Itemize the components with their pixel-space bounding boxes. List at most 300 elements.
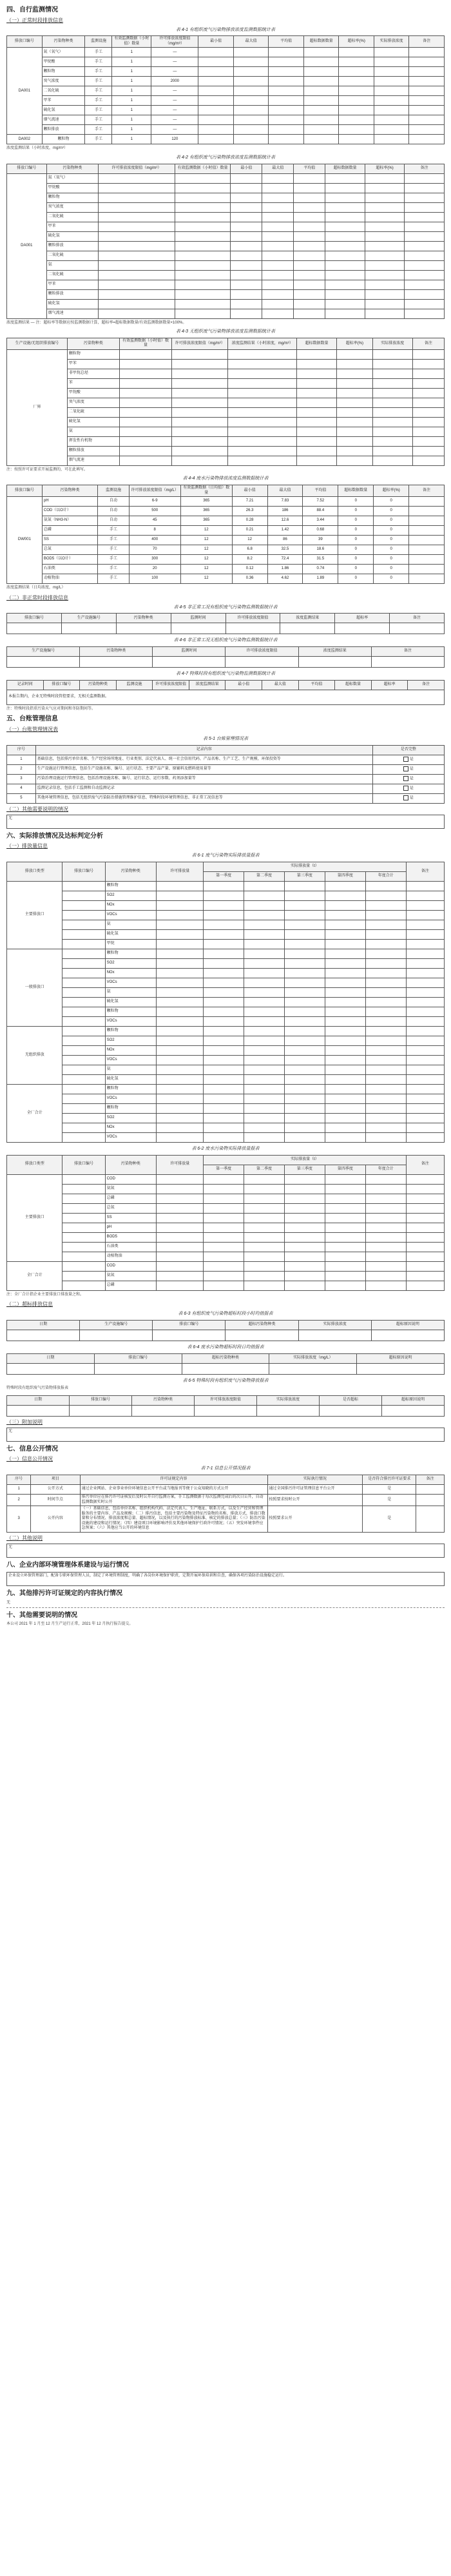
table-cell: 0 (338, 497, 374, 507)
table-cell (416, 1485, 445, 1495)
table-cell (297, 407, 337, 417)
table-cell (406, 1213, 444, 1223)
table-row (7, 545, 445, 555)
table-row (7, 793, 445, 803)
table-cell (325, 1094, 365, 1103)
table-cell (116, 623, 171, 634)
table-cell (365, 212, 405, 222)
table-cell: DW001 (7, 497, 43, 584)
table-cell (157, 1026, 204, 1036)
table-cell: 手工 (98, 526, 130, 536)
table-cell: 氨氮 (105, 1271, 157, 1281)
table-cell (284, 1194, 325, 1203)
table-cell (339, 106, 374, 115)
table-cell (365, 1271, 406, 1281)
table-cell (172, 407, 228, 417)
table-cell (284, 1174, 325, 1184)
table-cell: 手工 (85, 106, 112, 115)
table-cell (365, 1074, 406, 1084)
table-cell: 手工 (98, 555, 130, 565)
th: 平均值 (303, 485, 338, 497)
table-cell (262, 241, 294, 251)
table-cell (228, 398, 297, 407)
table-cell (409, 125, 445, 135)
table-cell: 硫化氢 (105, 997, 157, 1007)
table-cell (99, 260, 175, 270)
th: 污染物种类 (46, 164, 99, 173)
table-cell (371, 1330, 444, 1341)
th: 日期 (7, 1320, 80, 1330)
table-cell (372, 793, 444, 803)
table-cell (325, 309, 365, 318)
table-cell: 厂界 (7, 349, 68, 465)
table-row (7, 1485, 445, 1495)
table-cell (157, 1242, 204, 1252)
table-row (7, 1506, 445, 1533)
table-cell (231, 299, 262, 309)
th: 项目 (31, 1475, 80, 1485)
table-cell (198, 86, 234, 96)
table-cell: 动植物油 (105, 1252, 157, 1261)
table-cell (244, 1094, 285, 1103)
table-cell (372, 784, 444, 793)
table-6-1 (6, 862, 445, 1143)
table-cell: 氨 (67, 427, 119, 436)
table-cell (204, 1016, 244, 1026)
table-cell (325, 1007, 365, 1016)
table-cell (294, 309, 325, 318)
table-cell (175, 280, 231, 289)
table-cell (157, 891, 204, 900)
table-cell (303, 57, 339, 67)
table-cell (244, 949, 285, 958)
table-cell (228, 388, 297, 398)
table-cell (325, 920, 365, 929)
table-cell: COD (105, 1174, 157, 1184)
table-cell (365, 1252, 406, 1261)
table-cell (409, 67, 445, 77)
table-cell: 0 (338, 555, 374, 565)
table-cell: 6-9 (129, 497, 180, 507)
table-cell (365, 1232, 406, 1242)
table-cell (228, 359, 297, 369)
table-cell (99, 270, 175, 280)
table-cell: 0 (338, 545, 374, 555)
table-cell (175, 260, 231, 270)
table-cell (284, 1036, 325, 1045)
table-row (7, 1113, 445, 1123)
table-cell: — (151, 106, 198, 115)
section-10-title: 十、其他需要说明的情况 (6, 1611, 77, 1619)
th: 第三季度 (284, 871, 325, 881)
table-cell (284, 1113, 325, 1123)
table-cell (294, 202, 325, 212)
table-cell (204, 1036, 244, 1045)
table-cell (157, 1203, 204, 1213)
section-6-title: 六、实际排放情况及达标判定分析 (6, 832, 103, 840)
table-cell (372, 407, 412, 417)
table-cell (325, 280, 365, 289)
table-cell: 0.68 (303, 526, 338, 536)
table-cell: 120 (151, 135, 198, 144)
table-cell (157, 1123, 204, 1132)
table-cell (325, 1281, 365, 1290)
table-cell (244, 1194, 285, 1203)
table-cell (325, 1252, 365, 1261)
table-cell (244, 891, 285, 900)
table-row (7, 1094, 445, 1103)
table-cell (409, 86, 445, 96)
table-6-4-caption: 表 6-4 废水污染物超标时段日均值报表 (187, 1344, 264, 1350)
table-cell (294, 280, 325, 289)
table-cell (157, 881, 204, 891)
table-cell (198, 77, 234, 86)
table-cell (325, 289, 365, 299)
table-cell: NOx (105, 900, 157, 910)
table-cell (405, 289, 445, 299)
th: 排放口类型 (7, 1155, 62, 1174)
table-cell: 4.62 (267, 574, 303, 584)
table-cell (325, 231, 365, 241)
table-row (7, 241, 445, 251)
table-cell (62, 958, 105, 968)
table-cell (412, 359, 444, 369)
table-cell (62, 1113, 105, 1123)
table-cell (198, 67, 234, 77)
table-cell (157, 997, 204, 1007)
table-cell: 45 (129, 516, 180, 526)
table-row (7, 1026, 445, 1036)
table-row (7, 929, 445, 939)
table-cell (284, 1045, 325, 1055)
checkbox-icon (403, 766, 408, 771)
table-cell (284, 1084, 325, 1094)
table-cell: 1 (112, 125, 151, 135)
table-cell (182, 1363, 269, 1374)
table-cell (337, 407, 373, 417)
table-cell: 12.6 (267, 516, 303, 526)
table-cell (409, 555, 445, 565)
table-cell: DA002 (7, 135, 43, 144)
table-cell: 32.5 (267, 545, 303, 555)
table-cell (231, 270, 262, 280)
th: 监测时间 (171, 614, 225, 623)
table-cell: 手工 (85, 135, 112, 144)
table-cell (157, 1281, 204, 1290)
table-cell (62, 1184, 105, 1194)
table-cell (284, 1223, 325, 1232)
table-cell (157, 1232, 204, 1242)
th: 污染物种类 (80, 647, 153, 657)
table-cell: VOCs (105, 978, 157, 987)
table-cell (294, 299, 325, 309)
table-cell (325, 212, 365, 222)
th: 污染物种类 (105, 1155, 157, 1174)
table-4-4-extra: 浓度监测结果（日均浓度，mg/L） (6, 586, 66, 590)
table-cell (325, 1026, 365, 1036)
table-cell (365, 1223, 406, 1232)
table-cell (62, 1132, 105, 1142)
table-row (7, 1007, 445, 1016)
table-cell (7, 623, 62, 634)
table-cell (297, 446, 337, 456)
table-4-3-caption: 表 4-3 无组织废气污染物排放浓度监测数据统计表 (175, 329, 275, 334)
table-cell: 苯 (67, 378, 119, 388)
table-cell (284, 1232, 325, 1242)
table-cell (157, 987, 204, 997)
table-cell (204, 1055, 244, 1065)
th: 年度合计 (365, 871, 406, 881)
th: 最小值 (198, 36, 234, 48)
section-4-sub1: （一）正常时段排放信息 (6, 17, 63, 23)
table-cell (119, 427, 171, 436)
th: 污染物种类 (42, 485, 97, 497)
table-cell: 颗粒排放 (46, 289, 99, 299)
th: 超标原因说明 (357, 1353, 445, 1363)
table-cell (365, 231, 405, 241)
table-cell: 12 (180, 574, 232, 584)
table-cell: DA001 (7, 173, 47, 318)
table-cell (325, 881, 365, 891)
table-cell (284, 987, 325, 997)
table-cell (119, 436, 171, 446)
th: 超标率(%) (365, 164, 405, 173)
table-cell (119, 446, 171, 456)
table-cell: 12 (180, 555, 232, 565)
th: 序号 (7, 745, 36, 755)
table-cell: 0 (338, 526, 374, 536)
table-cell: 颗粒物 (67, 349, 119, 359)
table-cell (325, 958, 365, 968)
table-cell (409, 48, 445, 57)
table-cell (406, 891, 444, 900)
table-cell (325, 260, 365, 270)
table-cell (409, 135, 445, 144)
section-6-sub3: （三）附加说明 (6, 1419, 43, 1425)
table-cell: 颗粒物 (42, 67, 85, 77)
table-cell: 12 (180, 545, 232, 555)
table-cell (157, 958, 204, 968)
table-cell (204, 1184, 244, 1194)
table-cell (157, 1194, 204, 1203)
table-cell (284, 891, 325, 900)
table-cell (244, 1007, 285, 1016)
table-cell (405, 251, 445, 260)
table-cell: 31.5 (303, 555, 338, 565)
table-cell: 通过企业网站、企业事业单位环境信息公开平台或当地报刊等便于公众知晓的方式公开 (80, 1485, 267, 1495)
table-cell (325, 1045, 365, 1055)
table-cell (172, 388, 228, 398)
table-cell (262, 231, 294, 241)
table-cell (204, 1065, 244, 1074)
table-cell (284, 997, 325, 1007)
table-cell (204, 968, 244, 978)
table-cell: 甲烷酸 (42, 57, 85, 67)
table-cell (231, 251, 262, 260)
th: 超标率(%) (374, 485, 409, 497)
table-cell (228, 446, 297, 456)
table-cell: 7.21 (232, 497, 267, 507)
table-cell (405, 173, 445, 183)
table-cell (119, 407, 171, 417)
table-cell (228, 456, 297, 465)
th: 浓度监测结果（小时浓度，mg/m³） (228, 338, 297, 349)
table-cell (99, 289, 175, 299)
th: 第二季度 (244, 1165, 285, 1174)
table-cell: 公开方式 (31, 1485, 80, 1495)
table-cell (262, 251, 294, 260)
th: 第二季度 (244, 871, 285, 881)
table-cell (405, 231, 445, 241)
table-cell (303, 77, 339, 86)
table-cell (62, 1281, 105, 1290)
table-cell: COD（以O计） (42, 507, 97, 516)
table-cell (244, 1045, 285, 1055)
table-cell: 总磷 (105, 1281, 157, 1290)
th: 实际排放量（t） (204, 862, 407, 871)
table-cell (365, 270, 405, 280)
table-cell (175, 309, 231, 318)
table-cell (337, 378, 373, 388)
table-cell (416, 1495, 445, 1506)
table-cell (262, 222, 294, 231)
table-cell: 其他环境管理信息，包括无组织废气污染防治措施管理维护信息、特殊时段环境管理信息、非正常工况信息等 (35, 793, 372, 803)
th: 排放口编号 (43, 680, 80, 690)
table-cell (62, 1016, 105, 1026)
table-cell (172, 417, 228, 427)
table-row (7, 427, 445, 436)
th: 生产设施编号 (7, 647, 80, 657)
table-cell: 365 (180, 507, 232, 516)
th: 污染物种类 (67, 338, 119, 349)
th: 许可排放浓度限值 (153, 680, 189, 690)
th: 备注 (416, 1475, 445, 1485)
table-row (7, 784, 445, 793)
th: 排放口编号 (7, 164, 47, 173)
table-row (7, 1174, 445, 1184)
section-7-box: 无 (6, 1544, 445, 1558)
table-cell (412, 378, 444, 388)
table-cell (204, 949, 244, 958)
table-cell (157, 920, 204, 929)
th: 超标原因说明 (371, 1320, 444, 1330)
table-6-3 (6, 1320, 445, 1341)
table-row (7, 536, 445, 545)
table-row (7, 1252, 445, 1261)
table-row (7, 881, 445, 891)
table-cell: 1 (112, 67, 151, 77)
table-row (7, 115, 445, 125)
table-cell (325, 1036, 365, 1045)
table-cell (294, 289, 325, 299)
table-cell: 无组织排放 (7, 1026, 62, 1084)
table-cell (284, 1271, 325, 1281)
table-6-2-body (7, 1174, 445, 1290)
table-cell (231, 193, 262, 202)
table-cell (157, 1084, 204, 1094)
table-row (7, 1055, 445, 1065)
th: 许可排放浓度限值（mg/m³） (151, 36, 198, 48)
table-cell (204, 881, 244, 891)
table-cell: 时间节点 (31, 1495, 80, 1506)
checkbox-icon (403, 757, 408, 762)
table-cell (337, 359, 373, 369)
table-cell (284, 1016, 325, 1026)
table-4-2-note: 浓度监测结果 — 注：超标率等数据应按监测数据计算，超标率=超标数据数量/有效监测数据数量×100%。 (6, 320, 187, 325)
table-row (7, 1123, 445, 1132)
table-cell (372, 417, 412, 427)
th: 排放口编号 (62, 1155, 105, 1174)
th: 排放口编号 (153, 1320, 225, 1330)
table-cell (244, 900, 285, 910)
table-cell (244, 1174, 285, 1184)
table-cell (62, 939, 105, 949)
table-cell (204, 997, 244, 1007)
table-cell (62, 997, 105, 1007)
table-row (7, 173, 445, 183)
table-cell (405, 241, 445, 251)
th: 生产设施编号 (61, 614, 116, 623)
table-row (7, 1084, 445, 1094)
th: 日期 (7, 1395, 70, 1405)
table-row (7, 407, 445, 417)
table-cell (365, 1007, 406, 1016)
table-cell (80, 1330, 153, 1341)
table-cell (303, 67, 339, 77)
table-cell: BOD5 (105, 1232, 157, 1242)
table-row (7, 1223, 445, 1232)
table-cell (284, 900, 325, 910)
table-cell (157, 1213, 204, 1223)
table-cell (175, 289, 231, 299)
th: 平均值 (298, 680, 335, 690)
table-row (7, 309, 445, 318)
table-cell (365, 202, 405, 212)
table-cell (320, 1405, 382, 1416)
table-cell: 总磷 (42, 526, 97, 536)
table-cell (406, 1281, 444, 1290)
table-cell (204, 1074, 244, 1084)
table-cell: 手工 (85, 48, 112, 57)
table-cell: 8.2 (232, 555, 267, 565)
table-cell (198, 48, 234, 57)
section-5-title: 五、台账管理信息 (6, 715, 58, 723)
table-cell: 硫化氢 (42, 106, 85, 115)
th: 有效监测数据（小时值）数量 (112, 36, 151, 48)
table-cell: 颗粒物 (105, 1007, 157, 1016)
table-cell (233, 106, 269, 115)
th: 浓度监测结果 (280, 614, 335, 623)
table-cell (244, 939, 285, 949)
th: 备注 (405, 164, 445, 173)
table-cell: 二氧化硫 (42, 86, 85, 96)
table-cell (406, 1174, 444, 1184)
table-cell: 颗粒物 (105, 1026, 157, 1036)
table-cell (294, 212, 325, 222)
complete-value: 是 (409, 796, 414, 800)
table-cell: 1 (112, 86, 151, 96)
table-cell (409, 96, 445, 106)
table-row (7, 1103, 445, 1113)
table-cell (409, 77, 445, 86)
table-cell (365, 309, 405, 318)
table-cell (412, 407, 444, 417)
table-cell: 7.52 (303, 497, 338, 507)
table-cell (325, 997, 365, 1007)
table-cell (284, 920, 325, 929)
table-cell (231, 241, 262, 251)
table-cell (231, 309, 262, 318)
